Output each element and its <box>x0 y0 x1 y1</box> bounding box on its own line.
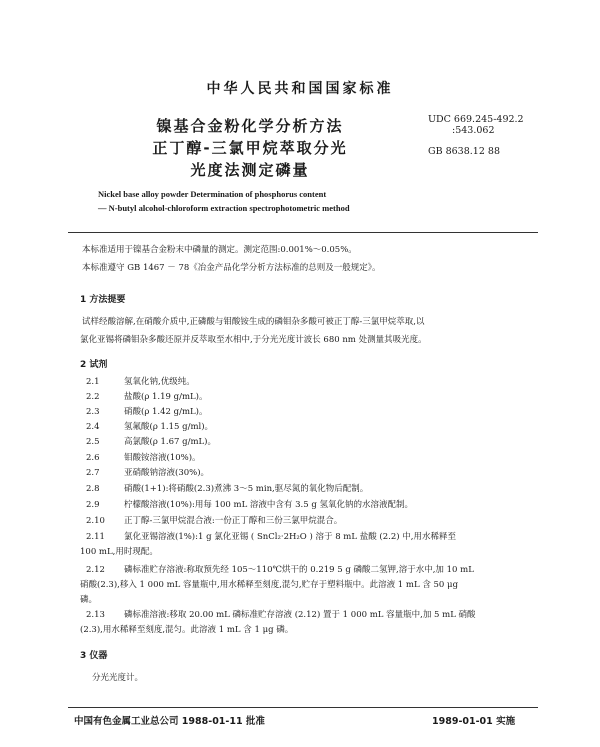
implementation-date: 1989-01-01 实施 <box>432 716 516 727</box>
reagent-item <box>86 436 216 448</box>
reagent-item <box>86 391 207 403</box>
udc-line-2: :543.062 <box>452 125 495 136</box>
chinese-title-line-1: 镍基合金粉化学分析方法 <box>156 117 344 135</box>
item-text: 氢氟酸(ρ 1.15 g/ml)。 <box>124 422 214 432</box>
item-text: 氯化亚锡溶液(1%):1 g 氯化亚锡 ( SnCl₂·2H₂O ) 溶于 8 mL 盐酸 (2.2) 中,用水稀释至 <box>124 532 456 542</box>
item-text: 亚硝酸钠溶液(30%)。 <box>124 468 210 478</box>
reagent-item <box>86 499 413 511</box>
section-1-heading: 1 方法提要 <box>80 295 126 305</box>
reagent-item <box>86 483 368 495</box>
item-text: 硝酸(ρ 1.42 g/mL)。 <box>124 407 208 417</box>
item-number: 2.12 <box>86 565 105 575</box>
approval-date: 中国有色金属工业总公司 1988-01-11 批准 <box>74 716 265 727</box>
section-3-text: 分光光度计。 <box>92 673 144 683</box>
item-text: 硝酸(1+1):将硝酸(2.3)煮沸 3～5 min,驱尽氮的氧化物后配制。 <box>124 484 369 494</box>
reagent-item <box>86 376 195 388</box>
item-number: 2.4 <box>86 422 100 432</box>
gb-code: GB 8638.12 88 <box>428 146 500 157</box>
intro-line-1: 本标准适用于镍基合金粉末中磷量的测定。测定范围:0.001%～0.05%。 <box>82 245 357 255</box>
reagent-item-2-11 <box>86 531 456 543</box>
item-number: 2.13 <box>86 610 105 620</box>
reagent-item <box>86 515 342 527</box>
reagent-item-2-12 <box>86 564 474 576</box>
reagent-item-2-12-continued: 硝酸(2.3),移入 1 000 mL 容量瓶中,用水稀释至刻度,混匀,贮存于塑料瓶中。此溶液 1 mL 含 50 μg <box>80 580 459 590</box>
udc-code <box>428 114 524 136</box>
footer-divider <box>68 707 538 708</box>
reagent-item-2-13-continued: (2.3),用水稀释至刻度,混匀。此溶液 1 mL 含 1 μg 磷。 <box>80 625 294 635</box>
item-number: 2.9 <box>86 500 100 510</box>
item-text: 柠檬酸溶液(10%):用每 100 mL 溶液中含有 3.5 g 氢氧化钠的水溶液配制。 <box>124 500 413 510</box>
section-2-heading: 2 试剂 <box>80 360 108 370</box>
item-number: 2.1 <box>86 377 100 387</box>
item-number: 2.8 <box>86 484 100 494</box>
reagent-item <box>86 467 209 479</box>
item-number: 2.7 <box>86 468 100 478</box>
section-1-line-2: 氯化亚锡将磷钼杂多酸还原并反萃取至水相中,于分光光度计波长 680 nm 处测量其吸光度。 <box>80 335 427 345</box>
item-text: 磷标准溶液:移取 20.00 mL 磷标准贮存溶液 (2.12) 置于 1 000 mL 容量瓶中,加 5 mL 硝酸 <box>124 610 476 620</box>
item-text: 钼酸铵溶液(10%)。 <box>124 453 201 463</box>
reagent-item-2-12-end: 磷。 <box>80 595 98 605</box>
national-standard-header: 中华人民共和国国家标准 <box>206 81 394 97</box>
item-text: 正丁醇-三氯甲烷混合液:一份正丁醇和三份三氯甲烷混合。 <box>124 516 343 526</box>
udc-line-1: UDC 669.245-492.2 <box>428 114 524 125</box>
english-title-line-2: — N-butyl alcohol-chloroform extraction spectrophotometric method <box>98 203 350 213</box>
item-number: 2.10 <box>86 516 105 526</box>
item-number: 2.5 <box>86 437 100 447</box>
item-text: 氢氧化钠,优级纯。 <box>124 377 195 387</box>
section-3-heading: 3 仪器 <box>80 651 108 661</box>
chinese-title-line-2: 正丁醇-三氯甲烷萃取分光 <box>152 139 348 157</box>
item-number: 2.6 <box>86 453 100 463</box>
intro-line-2: 本标准遵守 GB 1467 － 78《冶金产品化学分析方法标准的总则及一般规定》。 <box>82 263 381 273</box>
reagent-item <box>86 421 213 433</box>
item-text: 高氯酸(ρ 1.67 g/mL)。 <box>124 437 216 447</box>
header-divider <box>68 232 538 233</box>
reagent-item <box>86 452 201 464</box>
section-1-line-1: 试样经酸溶解,在硝酸介质中,正磷酸与钼酸铵生成的磷钼杂多酸可被正丁醇-三氯甲烷萃取,以 <box>82 317 425 327</box>
item-text: 磷标准贮存溶液:称取预先经 105～110℃烘干的 0.219 5 g 磷酸二氢钾,溶于水中,加 10 mL <box>124 565 474 575</box>
item-text: 盐酸(ρ 1.19 g/mL)。 <box>124 392 208 402</box>
item-number: 2.2 <box>86 392 100 402</box>
chinese-title-line-3: 光度法测定磷量 <box>190 161 310 179</box>
english-title-line-1: Nickel base alloy powder Determination of phosphorus content <box>98 189 327 199</box>
item-number: 2.11 <box>86 532 105 542</box>
reagent-item-2-11-continued: 100 mL,用时现配。 <box>80 547 158 557</box>
item-number: 2.3 <box>86 407 100 417</box>
reagent-item <box>86 406 207 418</box>
reagent-item-2-13 <box>86 609 476 621</box>
